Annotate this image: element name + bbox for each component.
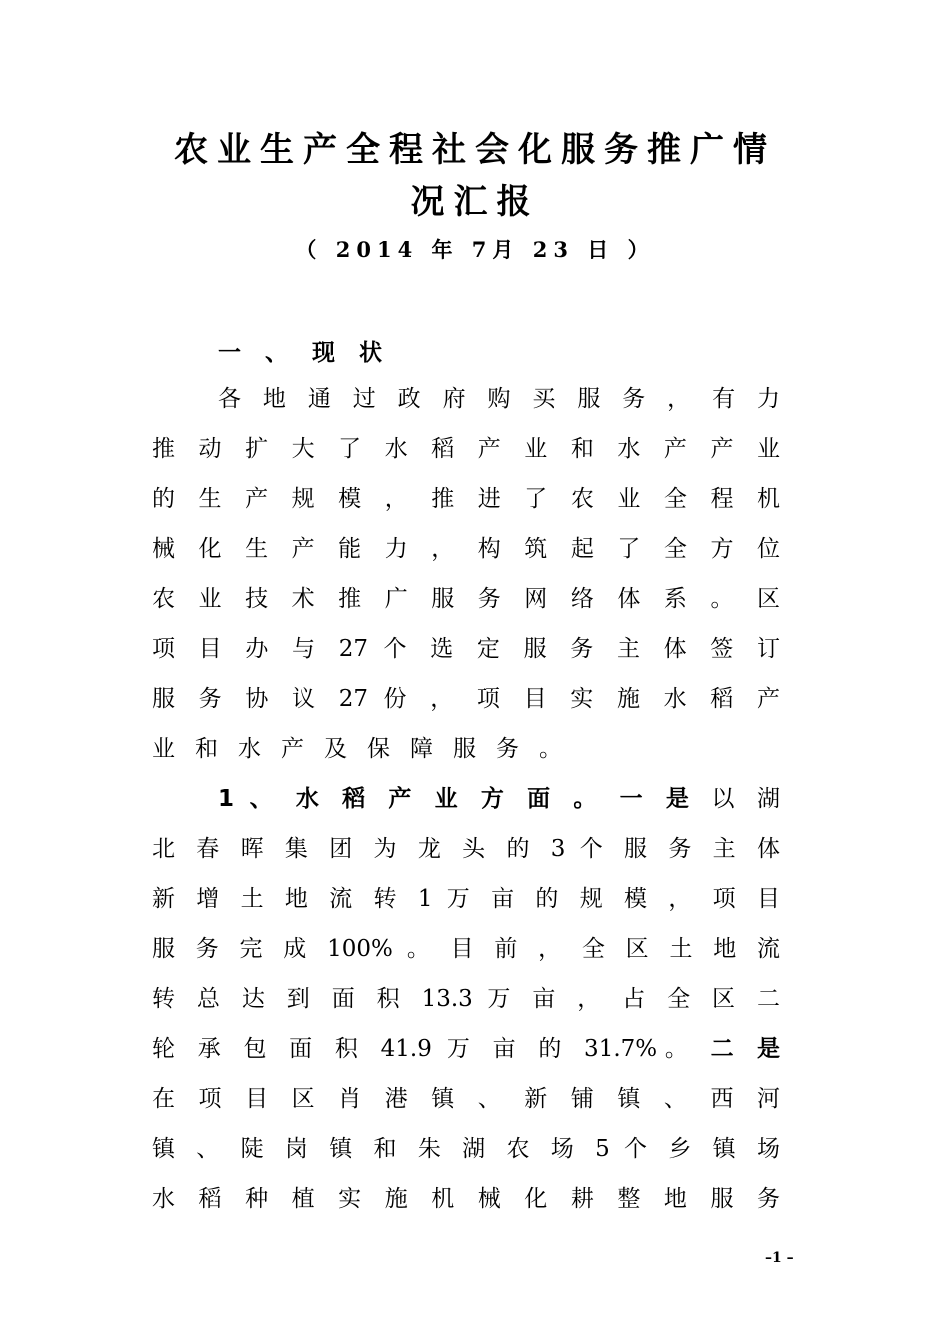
paragraph-line: 新 增 土 地 流 转 1 万 亩 的 规 模 ， 项 目 bbox=[152, 886, 780, 912]
paragraph-line-bold: 二 是 bbox=[710, 1036, 781, 1062]
paragraph-lead-text: 以 湖 bbox=[711, 786, 781, 812]
paragraph-line: 项 目 办 与 27 个 选 定 服 务 主 体 签 订 bbox=[152, 636, 780, 662]
paragraph-lead-bold: 1 、 水 稻 产 业 方 面 。 一 是 bbox=[218, 786, 697, 812]
paragraph-line: 的 生 产 规 模 ， 推 进 了 农 业 全 程 机 bbox=[152, 486, 780, 512]
paragraph-line-text: 轮 承 包 面 积 41.9 万 亩 的 31.7%。 bbox=[152, 1036, 696, 1062]
paragraph-line-lead bbox=[218, 781, 780, 817]
paragraph-line-mixed bbox=[152, 1031, 780, 1067]
document-date: （ 2014 年 7月 23 日 ） bbox=[295, 237, 655, 262]
section-heading-status: 一 、 现 状 bbox=[218, 340, 391, 366]
paragraph-line: 推 动 扩 大 了 水 稻 产 业 和 水 产 产 业 bbox=[152, 436, 780, 462]
paragraph-line: 镇 、 陡 岗 镇 和 朱 湖 农 场 5 个 乡 镇 场 bbox=[152, 1136, 780, 1162]
paragraph-line: 服 务 完 成 100% 。 目 前 ， 全 区 土 地 流 bbox=[152, 936, 780, 962]
paragraph-line: 服 务 协 议 27 份 ， 项 目 实 施 水 稻 产 bbox=[152, 686, 780, 712]
paragraph-line: 农 业 技 术 推 广 服 务 网 络 体 系 。 区 bbox=[152, 586, 780, 612]
page-number: –1 – bbox=[765, 1250, 794, 1266]
paragraph-line: 在 项 目 区 肖 港 镇 、 新 铺 镇 、 西 河 bbox=[152, 1086, 780, 1112]
paragraph-line: 水 稻 种 植 实 施 机 械 化 耕 整 地 服 务 bbox=[152, 1186, 780, 1212]
paragraph-line: 各 地 通 过 政 府 购 买 服 务 ， 有 力 bbox=[218, 386, 780, 412]
paragraph-line: 械 化 生 产 能 力 ， 构 筑 起 了 全 方 位 bbox=[152, 536, 780, 562]
document-title-line-1: 农业生产全程社会化服务推广情 bbox=[174, 130, 776, 170]
document-title-line-2: 况汇报 bbox=[410, 182, 540, 222]
paragraph-line: 转 总 达 到 面 积 13.3 万 亩 ， 占 全 区 二 bbox=[152, 986, 780, 1012]
paragraph-line: 北 春 晖 集 团 为 龙 头 的 3 个 服 务 主 体 bbox=[152, 836, 780, 862]
paragraph-line: 业和水产及保障服务。 bbox=[152, 736, 582, 762]
